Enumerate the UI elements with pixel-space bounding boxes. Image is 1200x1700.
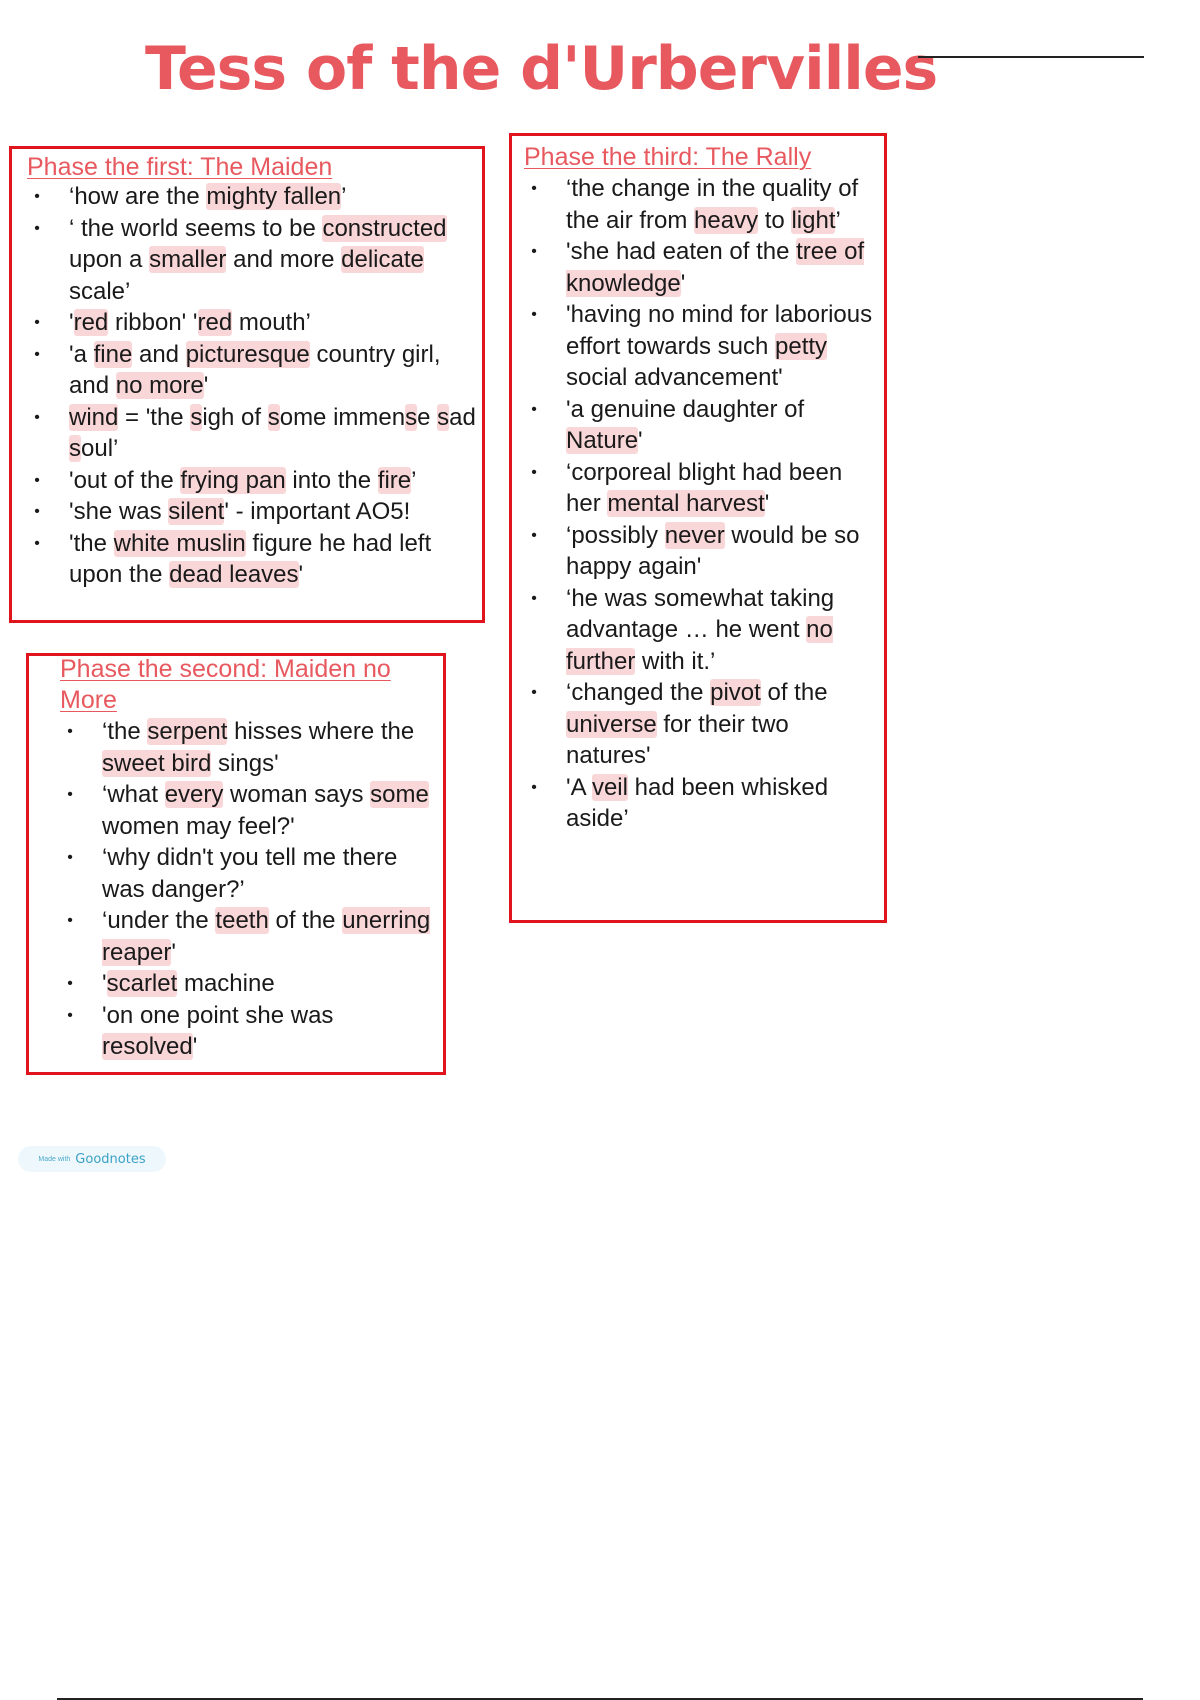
quote-text: of the — [760, 679, 828, 706]
quote-text: 'on one point she was — [102, 1001, 334, 1029]
bullet-icon: • — [34, 219, 40, 237]
quote-item — [524, 520, 878, 583]
phase-second-heading: Phase the second: Maiden no More — [60, 655, 391, 714]
quote-text: ' — [171, 938, 176, 966]
highlighted-phrase: frying pan — [180, 466, 286, 494]
quote-text: mouth’ — [232, 309, 311, 336]
quote-text: 'having no mind for laborious effort towards such — [566, 301, 873, 360]
highlighted-phrase: fire — [377, 466, 412, 494]
quote-text: e — [417, 403, 438, 431]
quote-text: ’ — [341, 183, 347, 210]
highlighted-phrase: white muslin — [113, 529, 246, 557]
quote-text: country girl, and — [69, 340, 441, 399]
highlighted-phrase: smaller — [149, 246, 227, 273]
bullet-icon: • — [34, 188, 40, 205]
quote-item — [60, 1000, 435, 1063]
highlighted-phrase: resolved — [102, 1033, 193, 1060]
bullet-icon: • — [34, 471, 40, 489]
quote-item — [524, 677, 878, 772]
quote-item — [60, 716, 435, 779]
quote-text: would be so happy again' — [566, 521, 860, 580]
quote-item — [27, 496, 476, 528]
quote-item — [27, 465, 476, 497]
bullet-icon: • — [67, 786, 73, 803]
quote-text: ribbon' ' — [108, 309, 198, 336]
bullet-icon: • — [67, 975, 73, 992]
highlighted-phrase: delicate — [341, 246, 424, 273]
highlighted-phrase: no further — [566, 616, 833, 675]
bullet-icon: • — [67, 849, 73, 866]
quote-item — [524, 583, 878, 678]
highlighted-phrase: red — [73, 309, 109, 336]
quote-item — [27, 402, 476, 465]
highlighted-phrase: s — [405, 403, 418, 431]
highlighted-phrase: pivot — [710, 679, 761, 706]
phase-first-panel — [9, 146, 485, 623]
highlighted-phrase: dead leaves — [169, 561, 299, 588]
quote-item — [524, 394, 878, 457]
quote-text: 'out of the — [69, 466, 181, 494]
bullet-icon: • — [34, 534, 40, 552]
quote-text: ‘what — [102, 781, 165, 808]
quote-item — [524, 236, 878, 299]
quote-text: machine — [177, 970, 275, 997]
highlighted-phrase: heavy — [694, 206, 759, 234]
goodnotes-watermark[interactable] — [18, 1146, 166, 1172]
quote-text: ‘the change in the quality of the air from — [566, 175, 859, 234]
highlighted-phrase: some — [370, 781, 429, 808]
quote-item — [60, 905, 435, 968]
quote-text: ‘under the — [102, 907, 216, 934]
quote-text: 'a genuine daughter of — [566, 395, 805, 423]
highlighted-phrase: never — [664, 521, 725, 549]
quote-text: and — [132, 340, 186, 368]
quote-text: ‘the — [102, 718, 148, 745]
phase-third-panel — [509, 133, 887, 923]
quote-text: women may feel?' — [102, 812, 295, 840]
highlighted-phrase: Nature — [566, 427, 639, 454]
quote-text: figure he had left upon the — [69, 529, 432, 588]
highlighted-phrase: sweet bird — [102, 749, 212, 777]
phase-first-quotes — [27, 181, 476, 591]
quote-text: to — [758, 206, 792, 234]
highlighted-phrase: s — [190, 403, 203, 431]
quote-text: for their two natures' — [566, 710, 789, 769]
quote-text: ‘ the world seems to be — [69, 214, 323, 242]
quote-text: 'she was — [69, 498, 169, 525]
bullet-icon: • — [34, 345, 40, 363]
quote-text: ' — [680, 269, 686, 297]
highlighted-phrase: universe — [566, 710, 657, 738]
quote-text: ' — [192, 1033, 198, 1060]
quote-text: ' — [69, 309, 74, 336]
quote-item — [27, 181, 476, 213]
quote-text: ’ — [411, 466, 417, 494]
quote-item — [60, 842, 435, 905]
quote-text: ‘why didn't you tell me there was danger?’ — [102, 844, 398, 903]
phase-first-heading: Phase the first: The Maiden — [27, 153, 333, 181]
bullet-icon: • — [67, 912, 73, 929]
bullet-icon: • — [531, 243, 537, 260]
quote-text: ’ — [835, 206, 841, 234]
quote-text: of the — [268, 907, 343, 934]
highlighted-phrase: every — [164, 781, 224, 808]
quote-text: had been whisked aside’ — [566, 773, 829, 832]
quote-text: igh of — [202, 403, 268, 431]
highlighted-phrase: tree of knowledge — [566, 238, 865, 297]
highlighted-phrase: teeth — [215, 907, 269, 934]
highlighted-phrase: wind — [69, 403, 119, 431]
quote-text: 'the — [69, 529, 114, 557]
quote-text: oul’ — [81, 435, 119, 462]
quote-text: ome immen — [279, 403, 406, 431]
bullet-icon: • — [531, 306, 537, 323]
quote-item — [524, 457, 878, 520]
quote-item — [27, 339, 476, 402]
quote-item — [524, 173, 878, 236]
bullet-icon: • — [34, 314, 40, 331]
quote-item — [60, 968, 435, 1000]
highlighted-phrase: fine — [93, 340, 133, 368]
quote-text: and more — [226, 246, 342, 273]
highlighted-phrase: mighty fallen — [206, 183, 342, 210]
phase-third-quotes — [524, 173, 878, 835]
highlighted-phrase: red — [197, 309, 233, 336]
bullet-icon: • — [67, 1006, 73, 1024]
quote-item — [27, 307, 476, 339]
quote-item — [27, 528, 476, 591]
quote-text: into the — [285, 466, 378, 494]
highlighted-phrase: serpent — [147, 718, 228, 745]
quote-text: ‘changed the — [566, 679, 711, 706]
highlighted-phrase: veil — [591, 773, 628, 801]
highlighted-phrase: light — [791, 206, 836, 234]
quote-text: ' — [764, 490, 770, 517]
quote-text: 'a — [69, 340, 94, 368]
bullet-icon: • — [67, 723, 73, 740]
quote-text: upon a — [69, 246, 150, 273]
watermark-prefix: Made with — [38, 1155, 71, 1163]
bullet-icon: • — [531, 684, 537, 701]
highlighted-phrase: s — [437, 403, 450, 431]
quote-item — [524, 299, 878, 394]
quote-item — [27, 213, 476, 308]
highlighted-phrase: s — [267, 403, 280, 431]
phase-third-heading: Phase the third: The Rally — [524, 143, 812, 171]
highlighted-phrase: s — [69, 435, 81, 462]
highlighted-phrase: mental harvest — [607, 490, 765, 517]
phase-second-quotes — [60, 716, 435, 1063]
quote-text: ad — [449, 403, 476, 431]
bullet-icon: • — [531, 526, 537, 544]
quote-text: with it.’ — [635, 647, 716, 675]
bullet-icon: • — [531, 180, 537, 197]
quote-text: ' — [638, 427, 643, 454]
quote-text: ' — [298, 561, 304, 588]
bullet-icon: • — [531, 589, 537, 607]
highlighted-phrase: no more — [115, 372, 204, 399]
quote-text: ‘possibly — [566, 521, 665, 549]
quote-text: ' — [203, 372, 209, 399]
highlighted-phrase: silent — [168, 498, 225, 525]
quote-text: = 'the — [118, 403, 191, 431]
quote-text: ' — [102, 970, 107, 997]
watermark-brand: Goodnotes — [75, 1151, 146, 1167]
quote-text: social advancement' — [566, 364, 783, 391]
quote-text: sings' — [211, 749, 279, 777]
bullet-icon: • — [531, 400, 537, 418]
highlighted-phrase: unerring reaper — [102, 907, 431, 966]
quote-text: hisses where the — [227, 718, 415, 745]
page-title: Tess of the d'Urbervilles — [145, 34, 938, 104]
quote-text: ‘corporeal blight had been her — [566, 458, 843, 517]
name-line — [918, 56, 1144, 58]
highlighted-phrase: picturesque — [185, 340, 310, 368]
quote-text: 'she had eaten of the — [566, 238, 797, 265]
quote-text: 'A — [566, 773, 592, 801]
bullet-icon: • — [34, 408, 40, 426]
quote-item — [524, 772, 878, 835]
bullet-icon: • — [531, 778, 537, 796]
quote-text: ' - important AO5! — [224, 498, 411, 525]
quote-text: scale’ — [69, 277, 131, 305]
highlighted-phrase: constructed — [322, 214, 447, 242]
quote-item — [60, 779, 435, 842]
highlighted-phrase: petty — [775, 332, 828, 360]
quote-text: woman says — [223, 781, 371, 808]
quote-text: ‘he was somewhat taking advantage … he went — [566, 584, 835, 643]
bullet-icon: • — [34, 503, 40, 520]
bullet-icon: • — [531, 463, 537, 481]
quote-text: ‘how are the — [69, 183, 207, 210]
highlighted-phrase: scarlet — [106, 970, 178, 997]
phase-second-panel — [26, 653, 446, 1075]
